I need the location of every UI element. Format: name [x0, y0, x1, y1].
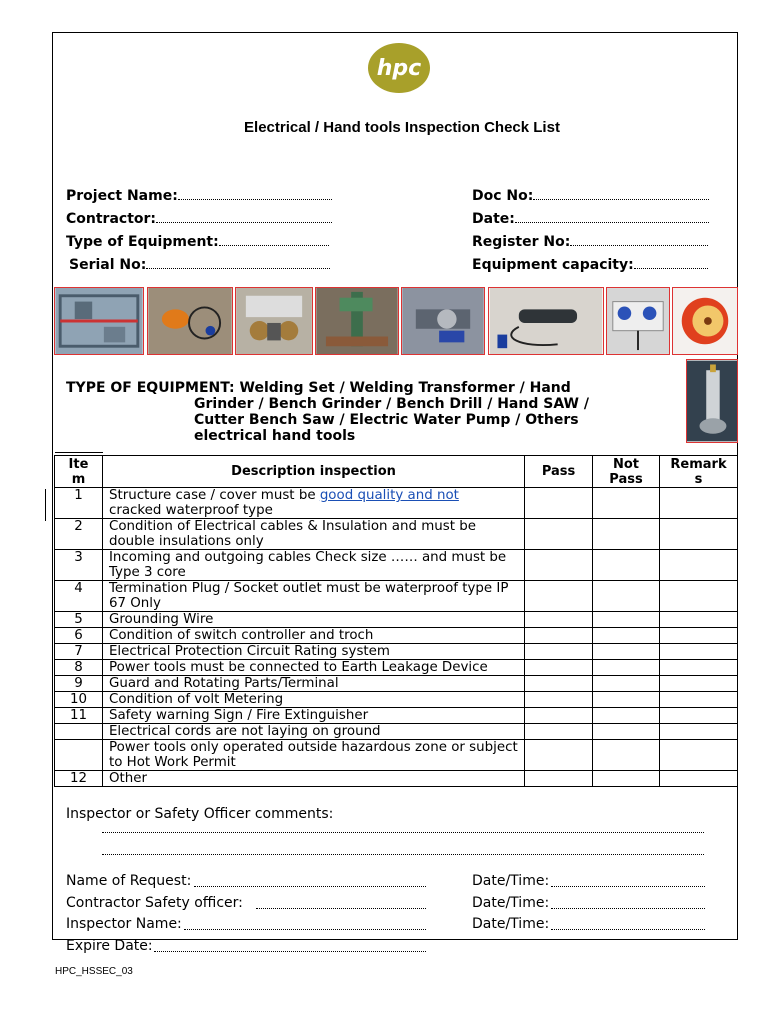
- header-not-pass: Not Pass: [593, 456, 660, 488]
- pass-cell[interactable]: [525, 676, 593, 692]
- not-pass-cell[interactable]: [593, 740, 660, 771]
- type-of-equipment-field[interactable]: [66, 233, 329, 250]
- not-pass-cell[interactable]: [593, 612, 660, 628]
- equipment-list-line-1: Welding Set / Welding Transformer / Hand: [239, 380, 571, 396]
- remarks-cell[interactable]: [659, 724, 737, 740]
- pass-cell[interactable]: [525, 692, 593, 708]
- item-description: Power tools must be connected to Earth Leakage Device: [102, 660, 524, 676]
- header-pass: Pass: [525, 456, 593, 488]
- table-row: [55, 644, 738, 660]
- pass-cell[interactable]: [525, 488, 593, 519]
- pass-cell[interactable]: [525, 771, 593, 787]
- pass-cell[interactable]: [525, 550, 593, 581]
- item-number: 4: [55, 581, 103, 612]
- not-pass-cell[interactable]: [593, 708, 660, 724]
- pass-cell[interactable]: [525, 581, 593, 612]
- item-number: 6: [55, 628, 103, 644]
- comments-line-2[interactable]: [102, 854, 704, 855]
- item-number: [55, 724, 103, 740]
- item-description: [102, 488, 524, 519]
- table-row: [55, 708, 738, 724]
- not-pass-cell[interactable]: [593, 724, 660, 740]
- table-row: [55, 740, 738, 771]
- remarks-cell[interactable]: [659, 644, 737, 660]
- not-pass-cell[interactable]: [593, 488, 660, 519]
- expire-date-label: Expire Date:: [66, 938, 153, 954]
- item-description: Termination Plug / Socket outlet must be waterproof type IP 67 Only: [102, 581, 524, 612]
- pass-cell[interactable]: [525, 644, 593, 660]
- type-of-equipment-heading: [66, 380, 571, 396]
- table-row: [55, 628, 738, 644]
- not-pass-cell[interactable]: [593, 692, 660, 708]
- table-row: [55, 581, 738, 612]
- item-number: 10: [55, 692, 103, 708]
- remarks-cell[interactable]: [659, 708, 737, 724]
- inspector-name-line[interactable]: [184, 917, 426, 930]
- date-field[interactable]: [472, 210, 709, 227]
- contractor-label: Contractor:: [66, 211, 157, 227]
- header-description: Description inspection: [102, 456, 524, 488]
- item-description: Condition of Electrical cables & Insulation and must be double insulations only: [102, 519, 524, 550]
- inspection-table: [54, 455, 738, 787]
- item-number: 7: [55, 644, 103, 660]
- bench-grinder-photo: [235, 287, 313, 355]
- remarks-cell[interactable]: [659, 771, 737, 787]
- page-title: Electrical / Hand tools Inspection Check List: [244, 119, 560, 136]
- comments-line-1[interactable]: [102, 832, 704, 833]
- not-pass-cell[interactable]: [593, 771, 660, 787]
- doc-no-field[interactable]: [472, 187, 709, 204]
- item-number: [55, 740, 103, 771]
- item-number: 9: [55, 676, 103, 692]
- pass-cell[interactable]: [525, 708, 593, 724]
- date-time-line-1[interactable]: [551, 874, 705, 887]
- hand-saw-photo: [401, 287, 485, 355]
- register-no-label: Register No:: [472, 234, 571, 250]
- item-description: Grounding Wire: [102, 612, 524, 628]
- register-no-field[interactable]: [472, 233, 708, 250]
- date-label: Date:: [472, 211, 515, 227]
- table-row: [55, 488, 738, 519]
- document-code: HPC_HSSEC_03: [55, 966, 133, 977]
- not-pass-cell[interactable]: [593, 676, 660, 692]
- item-description: Safety warning Sign / Fire Extinguisher: [102, 708, 524, 724]
- table-row: [55, 612, 738, 628]
- item-description-text-2: cracked waterproof type: [108, 503, 273, 518]
- pass-cell[interactable]: [525, 519, 593, 550]
- not-pass-cell[interactable]: [593, 519, 660, 550]
- not-pass-cell[interactable]: [593, 660, 660, 676]
- contractor-field[interactable]: [66, 210, 332, 227]
- not-pass-cell[interactable]: [593, 644, 660, 660]
- remarks-cell[interactable]: [659, 581, 737, 612]
- water-pump-photo: [686, 359, 738, 443]
- hpc-logo: [367, 42, 431, 94]
- pass-cell[interactable]: [525, 628, 593, 644]
- pass-cell[interactable]: [525, 724, 593, 740]
- expire-date-line[interactable]: [154, 939, 426, 952]
- table-row: [55, 660, 738, 676]
- type-of-equipment-title: TYPE OF EQUIPMENT:: [66, 380, 235, 396]
- item-number: 12: [55, 771, 103, 787]
- project-name-field[interactable]: [66, 187, 332, 204]
- name-of-request-line[interactable]: [194, 874, 426, 887]
- equipment-capacity-field[interactable]: [472, 256, 708, 273]
- date-time-line-3[interactable]: [551, 917, 705, 930]
- header-remarks: Remark s: [659, 456, 737, 488]
- date-time-label-2: Date/Time:: [472, 895, 550, 911]
- not-pass-cell[interactable]: [593, 550, 660, 581]
- remarks-cell[interactable]: [659, 692, 737, 708]
- equipment-list-line-2: Grinder / Bench Grinder / Bench Drill / Hand SAW /: [194, 396, 589, 412]
- bench-drill-photo: [315, 287, 399, 355]
- logo-text: hpc: [376, 56, 422, 81]
- item-number: 3: [55, 550, 103, 581]
- table-row: [55, 519, 738, 550]
- item-description: Electrical cords are not laying on ground: [102, 724, 524, 740]
- item-number: 5: [55, 612, 103, 628]
- remarks-cell[interactable]: [659, 628, 737, 644]
- electric-socket-photo: [606, 287, 670, 355]
- cutter-bench-saw-photo: [488, 287, 604, 355]
- item-description: Electrical Protection Circuit Rating system: [102, 644, 524, 660]
- pass-cell[interactable]: [525, 660, 593, 676]
- text-cursor: [45, 489, 46, 521]
- contractor-safety-officer-label: Contractor Safety officer:: [66, 895, 243, 911]
- remarks-cell[interactable]: [659, 676, 737, 692]
- remarks-cell[interactable]: [659, 550, 737, 581]
- inspector-name-label: Inspector Name:: [66, 916, 182, 932]
- item-description: Power tools only operated outside hazardous zone or subject to Hot Work Permit: [102, 740, 524, 771]
- header-item: Ite m: [55, 456, 103, 488]
- blower-fan-photo: [672, 287, 738, 355]
- table-row: [55, 676, 738, 692]
- item-number: 1: [55, 488, 103, 519]
- remarks-cell[interactable]: [659, 612, 737, 628]
- remarks-cell[interactable]: [659, 519, 737, 550]
- comments-label: Inspector or Safety Officer comments:: [66, 806, 334, 822]
- table-row: [55, 724, 738, 740]
- item-description: Guard and Rotating Parts/Terminal: [102, 676, 524, 692]
- date-time-label-1: Date/Time:: [472, 873, 550, 889]
- serial-no-label: Serial No:: [69, 257, 147, 273]
- item-description-text: Structure case / cover must be: [108, 488, 320, 503]
- item-description: Condition of switch controller and troch: [102, 628, 524, 644]
- remarks-cell[interactable]: [659, 660, 737, 676]
- equipment-list-line-4: electrical hand tools: [194, 428, 356, 444]
- hand-grinder-photo: [147, 287, 233, 355]
- item-number: 2: [55, 519, 103, 550]
- item-description: Condition of volt Metering: [102, 692, 524, 708]
- contractor-safety-officer-line[interactable]: [256, 896, 426, 909]
- date-time-label-3: Date/Time:: [472, 916, 550, 932]
- equipment-list-line-3: Cutter Bench Saw / Electric Water Pump / Others: [194, 412, 579, 428]
- table-row: [55, 771, 738, 787]
- remarks-cell[interactable]: [659, 740, 737, 771]
- welding-set-photo: [54, 287, 144, 355]
- table-row: [55, 550, 738, 581]
- item-description: Incoming and outgoing cables Check size …… and must be Type 3 core: [102, 550, 524, 581]
- item-description-link[interactable]: good quality and not: [319, 488, 459, 503]
- project-name-label: Project Name:: [66, 188, 178, 204]
- divider: [55, 452, 103, 453]
- item-description: Other: [102, 771, 524, 787]
- serial-no-field[interactable]: [69, 256, 330, 273]
- remarks-cell[interactable]: [659, 488, 737, 519]
- doc-no-label: Doc No:: [472, 188, 534, 204]
- type-of-equipment-label: Type of Equipment:: [66, 234, 219, 250]
- item-number: 8: [55, 660, 103, 676]
- pass-cell[interactable]: [525, 612, 593, 628]
- name-of-request-label: Name of Request:: [66, 873, 192, 889]
- not-pass-cell[interactable]: [593, 628, 660, 644]
- item-number: 11: [55, 708, 103, 724]
- table-row: [55, 692, 738, 708]
- not-pass-cell[interactable]: [593, 581, 660, 612]
- equipment-capacity-label: Equipment capacity:: [472, 257, 634, 273]
- date-time-line-2[interactable]: [551, 896, 705, 909]
- pass-cell[interactable]: [525, 740, 593, 771]
